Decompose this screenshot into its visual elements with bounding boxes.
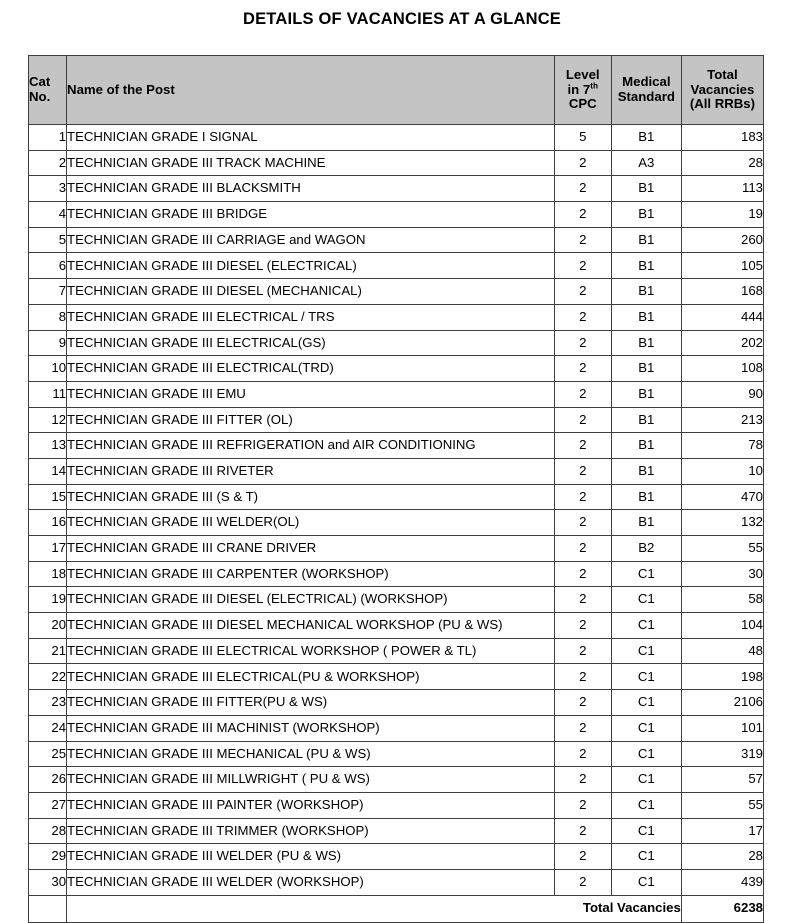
table-row bbox=[29, 202, 764, 228]
row-vacancies: 168 bbox=[681, 279, 763, 305]
row-cat-no: 8 bbox=[29, 304, 67, 330]
row-cat-no: 21 bbox=[29, 638, 67, 664]
table-row bbox=[29, 125, 764, 151]
row-level: 2 bbox=[554, 279, 611, 305]
row-medical: C1 bbox=[611, 561, 681, 587]
row-medical: B2 bbox=[611, 536, 681, 562]
level-ordinal-suffix: th bbox=[590, 81, 598, 91]
table-row bbox=[29, 844, 764, 870]
row-level: 2 bbox=[554, 458, 611, 484]
row-vacancies: 319 bbox=[681, 741, 763, 767]
row-post-name: TECHNICIAN GRADE III BRIDGE bbox=[67, 202, 555, 228]
row-level: 2 bbox=[554, 613, 611, 639]
table-row bbox=[29, 176, 764, 202]
row-medical: B1 bbox=[611, 381, 681, 407]
row-medical: B1 bbox=[611, 356, 681, 382]
row-medical: B1 bbox=[611, 253, 681, 279]
table-header bbox=[29, 56, 764, 125]
table-row bbox=[29, 150, 764, 176]
row-cat-no: 1 bbox=[29, 125, 67, 151]
total-line3: (All RRBs) bbox=[689, 96, 756, 112]
row-post-name: TECHNICIAN GRADE III DIESEL MECHANICAL WORKSHOP (PU & WS) bbox=[67, 613, 555, 639]
row-level: 2 bbox=[554, 844, 611, 870]
row-cat-no: 30 bbox=[29, 869, 67, 895]
column-header-total-vacancies bbox=[681, 56, 763, 125]
row-post-name: TECHNICIAN GRADE I SIGNAL bbox=[67, 125, 555, 151]
row-cat-no: 17 bbox=[29, 536, 67, 562]
row-vacancies: 55 bbox=[681, 792, 763, 818]
row-medical: C1 bbox=[611, 767, 681, 793]
row-vacancies: 183 bbox=[681, 125, 763, 151]
row-level: 2 bbox=[554, 690, 611, 716]
cat-no-line2: No. bbox=[29, 89, 51, 104]
row-post-name: TECHNICIAN GRADE III ELECTRICAL / TRS bbox=[67, 304, 555, 330]
row-cat-no: 24 bbox=[29, 715, 67, 741]
table-row bbox=[29, 741, 764, 767]
table-body bbox=[29, 125, 764, 896]
row-vacancies: 19 bbox=[681, 202, 763, 228]
row-level: 2 bbox=[554, 638, 611, 664]
row-vacancies: 439 bbox=[681, 869, 763, 895]
row-medical: C1 bbox=[611, 664, 681, 690]
row-vacancies: 202 bbox=[681, 330, 763, 356]
table-header-row bbox=[29, 56, 764, 125]
row-medical: B1 bbox=[611, 458, 681, 484]
column-header-medical-standard bbox=[611, 56, 681, 125]
table-row bbox=[29, 227, 764, 253]
cat-no-line1: Cat bbox=[29, 74, 51, 90]
row-level: 2 bbox=[554, 304, 611, 330]
table-row bbox=[29, 587, 764, 613]
row-cat-no: 9 bbox=[29, 330, 67, 356]
row-post-name: TECHNICIAN GRADE III CARPENTER (WORKSHOP) bbox=[67, 561, 555, 587]
row-post-name: TECHNICIAN GRADE III BLACKSMITH bbox=[67, 176, 555, 202]
row-post-name: TECHNICIAN GRADE III DIESEL (ELECTRICAL) (WORKSHOP) bbox=[67, 587, 555, 613]
total-vacancies-value: 6238 bbox=[681, 895, 763, 922]
row-cat-no: 25 bbox=[29, 741, 67, 767]
row-level: 2 bbox=[554, 176, 611, 202]
row-vacancies: 108 bbox=[681, 356, 763, 382]
row-level: 2 bbox=[554, 510, 611, 536]
row-vacancies: 105 bbox=[681, 253, 763, 279]
medical-line2: Standard bbox=[617, 89, 675, 104]
row-vacancies: 198 bbox=[681, 664, 763, 690]
row-vacancies: 113 bbox=[681, 176, 763, 202]
total-line1: Total bbox=[707, 67, 738, 83]
row-level: 2 bbox=[554, 227, 611, 253]
row-cat-no: 23 bbox=[29, 690, 67, 716]
row-medical: C1 bbox=[611, 792, 681, 818]
table-row bbox=[29, 690, 764, 716]
table-row bbox=[29, 407, 764, 433]
row-cat-no: 16 bbox=[29, 510, 67, 536]
table-row bbox=[29, 818, 764, 844]
row-cat-no: 11 bbox=[29, 381, 67, 407]
row-level: 2 bbox=[554, 536, 611, 562]
level-line1: Level bbox=[565, 67, 600, 83]
row-cat-no: 26 bbox=[29, 767, 67, 793]
row-post-name: TECHNICIAN GRADE III PAINTER (WORKSHOP) bbox=[67, 792, 555, 818]
row-vacancies: 10 bbox=[681, 458, 763, 484]
row-cat-no: 15 bbox=[29, 484, 67, 510]
row-medical: B1 bbox=[611, 202, 681, 228]
vacancies-table-container bbox=[28, 55, 764, 923]
row-level: 2 bbox=[554, 767, 611, 793]
row-vacancies: 58 bbox=[681, 587, 763, 613]
row-level: 2 bbox=[554, 869, 611, 895]
row-medical: C1 bbox=[611, 613, 681, 639]
row-cat-no: 14 bbox=[29, 458, 67, 484]
row-post-name: TECHNICIAN GRADE III MECHANICAL (PU & WS) bbox=[67, 741, 555, 767]
row-cat-no: 2 bbox=[29, 150, 67, 176]
row-cat-no: 29 bbox=[29, 844, 67, 870]
row-vacancies: 260 bbox=[681, 227, 763, 253]
row-level: 2 bbox=[554, 202, 611, 228]
row-post-name: TECHNICIAN GRADE III ELECTRICAL(PU & WORKSHOP) bbox=[67, 664, 555, 690]
row-medical: B1 bbox=[611, 484, 681, 510]
row-medical: B1 bbox=[611, 176, 681, 202]
row-level: 2 bbox=[554, 818, 611, 844]
table-row bbox=[29, 484, 764, 510]
row-post-name: TECHNICIAN GRADE III (S & T) bbox=[67, 484, 555, 510]
row-level: 2 bbox=[554, 561, 611, 587]
row-medical: B1 bbox=[611, 510, 681, 536]
page-title: DETAILS OF VACANCIES AT A GLANCE bbox=[242, 10, 562, 28]
row-post-name: TECHNICIAN GRADE III FITTER (OL) bbox=[67, 407, 555, 433]
row-cat-no: 28 bbox=[29, 818, 67, 844]
row-cat-no: 5 bbox=[29, 227, 67, 253]
row-post-name: TECHNICIAN GRADE III REFRIGERATION and AIR CONDITIONING bbox=[67, 433, 555, 459]
row-vacancies: 78 bbox=[681, 433, 763, 459]
row-medical: A3 bbox=[611, 150, 681, 176]
table-row bbox=[29, 792, 764, 818]
row-vacancies: 90 bbox=[681, 381, 763, 407]
row-medical: B1 bbox=[611, 407, 681, 433]
row-post-name: TECHNICIAN GRADE III WELDER (PU & WS) bbox=[67, 844, 555, 870]
table-row bbox=[29, 664, 764, 690]
table-row bbox=[29, 356, 764, 382]
row-cat-no: 12 bbox=[29, 407, 67, 433]
row-post-name: TECHNICIAN GRADE III TRACK MACHINE bbox=[67, 150, 555, 176]
total-row-spacer bbox=[29, 895, 67, 922]
table-row bbox=[29, 536, 764, 562]
row-level: 2 bbox=[554, 253, 611, 279]
table-row bbox=[29, 510, 764, 536]
vacancies-table bbox=[28, 55, 764, 923]
row-level: 2 bbox=[554, 381, 611, 407]
row-post-name: TECHNICIAN GRADE III ELECTRICAL(GS) bbox=[67, 330, 555, 356]
table-row bbox=[29, 381, 764, 407]
row-post-name: TECHNICIAN GRADE III EMU bbox=[67, 381, 555, 407]
row-level: 2 bbox=[554, 587, 611, 613]
column-header-level-7th-cpc bbox=[554, 56, 611, 125]
row-cat-no: 3 bbox=[29, 176, 67, 202]
row-post-name: TECHNICIAN GRADE III MILLWRIGHT ( PU & WS) bbox=[67, 767, 555, 793]
table-row bbox=[29, 613, 764, 639]
row-medical: B1 bbox=[611, 279, 681, 305]
row-medical: B1 bbox=[611, 330, 681, 356]
level-line2-prefix: in 7 bbox=[567, 81, 591, 97]
table-row bbox=[29, 561, 764, 587]
row-medical: C1 bbox=[611, 869, 681, 895]
row-medical: B1 bbox=[611, 304, 681, 330]
row-vacancies: 2106 bbox=[681, 690, 763, 716]
row-vacancies: 28 bbox=[681, 844, 763, 870]
row-medical: C1 bbox=[611, 638, 681, 664]
table-row bbox=[29, 869, 764, 895]
row-medical: C1 bbox=[611, 844, 681, 870]
row-post-name: TECHNICIAN GRADE III WELDER(OL) bbox=[67, 510, 555, 536]
level-line3: CPC bbox=[568, 96, 597, 112]
row-level: 2 bbox=[554, 150, 611, 176]
row-medical: C1 bbox=[611, 587, 681, 613]
row-medical: C1 bbox=[611, 715, 681, 741]
row-cat-no: 20 bbox=[29, 613, 67, 639]
row-level: 2 bbox=[554, 330, 611, 356]
row-medical: B1 bbox=[611, 227, 681, 253]
row-cat-no: 13 bbox=[29, 433, 67, 459]
row-post-name: TECHNICIAN GRADE III DIESEL (ELECTRICAL) bbox=[67, 253, 555, 279]
table-row bbox=[29, 433, 764, 459]
row-vacancies: 57 bbox=[681, 767, 763, 793]
column-header-cat-no bbox=[29, 56, 67, 125]
row-vacancies: 55 bbox=[681, 536, 763, 562]
total-vacancies-row bbox=[29, 895, 764, 922]
row-vacancies: 28 bbox=[681, 150, 763, 176]
row-vacancies: 101 bbox=[681, 715, 763, 741]
row-post-name: TECHNICIAN GRADE III CRANE DRIVER bbox=[67, 536, 555, 562]
row-level: 2 bbox=[554, 741, 611, 767]
medical-line1: Medical bbox=[622, 74, 671, 90]
table-row bbox=[29, 330, 764, 356]
row-level: 2 bbox=[554, 715, 611, 741]
table-row bbox=[29, 767, 764, 793]
table-row bbox=[29, 253, 764, 279]
row-post-name: TECHNICIAN GRADE III DIESEL (MECHANICAL) bbox=[67, 279, 555, 305]
row-medical: C1 bbox=[611, 818, 681, 844]
row-vacancies: 213 bbox=[681, 407, 763, 433]
row-post-name: TECHNICIAN GRADE III WELDER (WORKSHOP) bbox=[67, 869, 555, 895]
total-vacancies-label: Total Vacancies bbox=[67, 895, 682, 922]
row-level: 2 bbox=[554, 484, 611, 510]
row-vacancies: 132 bbox=[681, 510, 763, 536]
row-post-name: TECHNICIAN GRADE III FITTER(PU & WS) bbox=[67, 690, 555, 716]
row-cat-no: 6 bbox=[29, 253, 67, 279]
row-cat-no: 10 bbox=[29, 356, 67, 382]
table-row bbox=[29, 304, 764, 330]
row-level: 2 bbox=[554, 356, 611, 382]
row-post-name: TECHNICIAN GRADE III MACHINIST (WORKSHOP) bbox=[67, 715, 555, 741]
row-post-name: TECHNICIAN GRADE III TRIMMER (WORKSHOP) bbox=[67, 818, 555, 844]
total-line2: Vacancies bbox=[690, 81, 755, 97]
row-vacancies: 470 bbox=[681, 484, 763, 510]
column-header-name-of-post: Name of the Post bbox=[67, 56, 555, 125]
row-level: 2 bbox=[554, 664, 611, 690]
row-level: 2 bbox=[554, 407, 611, 433]
row-post-name: TECHNICIAN GRADE III RIVETER bbox=[67, 458, 555, 484]
row-medical: B1 bbox=[611, 125, 681, 151]
table-footer bbox=[29, 895, 764, 922]
row-vacancies: 17 bbox=[681, 818, 763, 844]
row-post-name: TECHNICIAN GRADE III ELECTRICAL(TRD) bbox=[67, 356, 555, 382]
row-medical: C1 bbox=[611, 690, 681, 716]
row-level: 5 bbox=[554, 125, 611, 151]
table-row bbox=[29, 458, 764, 484]
row-post-name: TECHNICIAN GRADE III ELECTRICAL WORKSHOP ( POWER & TL) bbox=[67, 638, 555, 664]
row-cat-no: 7 bbox=[29, 279, 67, 305]
row-medical: C1 bbox=[611, 741, 681, 767]
row-vacancies: 444 bbox=[681, 304, 763, 330]
row-level: 2 bbox=[554, 792, 611, 818]
row-level: 2 bbox=[554, 433, 611, 459]
row-cat-no: 18 bbox=[29, 561, 67, 587]
row-vacancies: 30 bbox=[681, 561, 763, 587]
row-medical: B1 bbox=[611, 433, 681, 459]
row-cat-no: 22 bbox=[29, 664, 67, 690]
row-vacancies: 48 bbox=[681, 638, 763, 664]
row-cat-no: 27 bbox=[29, 792, 67, 818]
table-row bbox=[29, 279, 764, 305]
row-cat-no: 19 bbox=[29, 587, 67, 613]
table-row bbox=[29, 638, 764, 664]
row-vacancies: 104 bbox=[681, 613, 763, 639]
row-cat-no: 4 bbox=[29, 202, 67, 228]
table-row bbox=[29, 715, 764, 741]
row-post-name: TECHNICIAN GRADE III CARRIAGE and WAGON bbox=[67, 227, 555, 253]
